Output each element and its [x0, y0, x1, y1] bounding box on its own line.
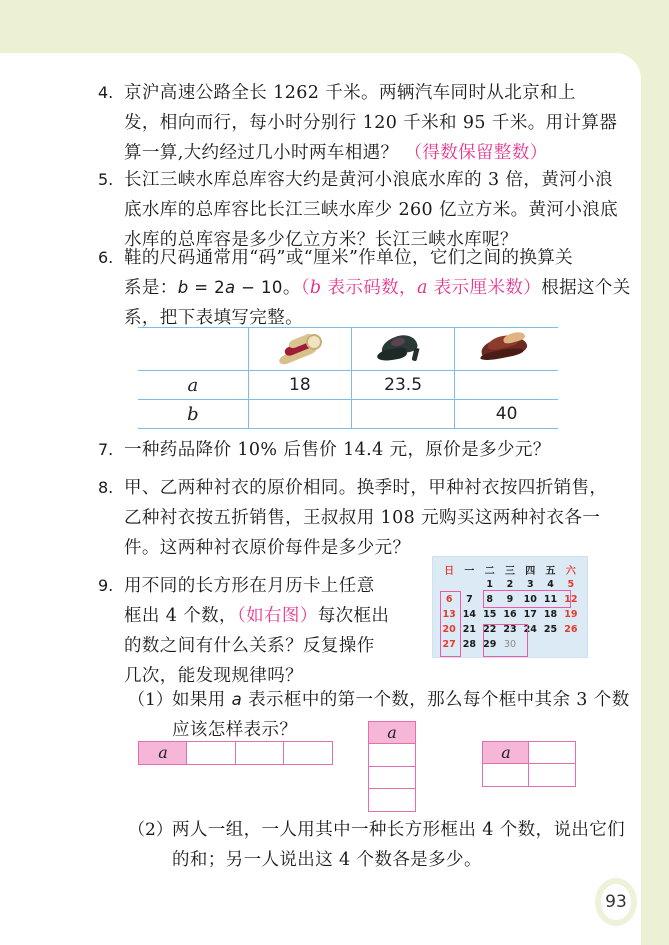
- calendar-day[interactable]: 9: [506, 594, 514, 605]
- calendar-day[interactable]: 5: [567, 579, 575, 590]
- calendar-day[interactable]: 19: [564, 609, 578, 620]
- calendar-week-row: [439, 637, 581, 652]
- calendar-week-row: [439, 622, 581, 637]
- calendar-day[interactable]: 14: [462, 609, 477, 620]
- cell-a-2[interactable]: 23.5: [351, 371, 454, 400]
- problem-text: 一种药品降价 10% 后售价 14.4 元，原价是多少元？: [124, 440, 551, 460]
- calendar-day[interactable]: 4: [547, 579, 554, 590]
- calendar-day[interactable]: 22: [483, 624, 497, 635]
- variable-legend: （b 表示码数，a 表示厘米数）: [300, 278, 542, 298]
- dress-shoe-icon: [455, 328, 558, 371]
- weekday-fri: 五: [545, 566, 556, 577]
- diagram-cell[interactable]: [235, 741, 285, 765]
- hint-text: （如右图）: [236, 606, 318, 626]
- calendar-grid: [439, 562, 581, 652]
- calendar-day[interactable]: 16: [503, 609, 517, 620]
- sub-question-text: 两人一组，一人用其中一种长方形框出 4 个数，说出它们 的和；另一人说出这 4 个数各是多少。: [172, 820, 626, 870]
- calendar-day[interactable]: 24: [523, 624, 537, 635]
- weekday-tue: 二: [484, 566, 495, 577]
- calendar-day[interactable]: 29: [483, 639, 497, 650]
- page-number-badge: [595, 878, 637, 926]
- calendar-day[interactable]: 10: [523, 594, 537, 605]
- calendar-day[interactable]: 27: [442, 639, 456, 650]
- calendar-day[interactable]: 13: [442, 609, 456, 620]
- cell-a-3[interactable]: [455, 371, 558, 400]
- table-row: [138, 400, 558, 429]
- diagram-cell-a[interactable]: a: [482, 741, 530, 765]
- problem-text: 长江三峡水库总库容大约是黄河小浪底水库的 3 倍，黄河小浪 底水库的总库容比长江三峡水库少 260 亿立方米。黄河小浪底 水库的总库容是多少亿立方米？长江三峡水库呢？: [124, 170, 619, 250]
- problem-number: 5.: [98, 170, 114, 189]
- problem-item-9: [98, 571, 418, 691]
- weekday-wed: 三: [504, 566, 515, 577]
- table-row-images: [138, 328, 558, 371]
- calendar-day[interactable]: 26: [564, 624, 578, 635]
- problem-number: 4.: [98, 83, 114, 102]
- calendar-day[interactable]: 6: [445, 594, 453, 605]
- high-heel-shoe-icon: [351, 328, 454, 371]
- problem-item-5: [98, 165, 619, 255]
- cell-b-1[interactable]: [248, 400, 351, 429]
- calendar-day[interactable]: 20: [442, 624, 456, 635]
- weekday-mon: 一: [464, 566, 475, 577]
- problem-number: 6.: [98, 248, 114, 267]
- diagram-cell-a[interactable]: a: [138, 741, 188, 765]
- diagram-cell[interactable]: [482, 763, 530, 787]
- calendar-header-row: [439, 562, 581, 577]
- table-row: [138, 371, 558, 400]
- calendar-day[interactable]: 11: [543, 594, 558, 605]
- problem-text: 用不同的长方形在月历卡上任意 框出 4 个数，（如右图）每次框出 的数之间有什么关系？反复操作 几次，能发现规律吗？: [124, 576, 390, 686]
- cell-b-2[interactable]: [351, 400, 454, 429]
- calendar-day: [561, 637, 581, 652]
- calendar-day[interactable]: 7: [466, 594, 473, 605]
- formula-b-equals: b: [177, 278, 189, 297]
- cell-a-1[interactable]: 18: [248, 371, 351, 400]
- calendar-day: [459, 577, 479, 592]
- cell-b-3[interactable]: 40: [455, 400, 558, 429]
- diagram-square-2x2: [482, 741, 578, 787]
- calendar-day[interactable]: 15: [483, 609, 497, 620]
- calendar-day[interactable]: 21: [462, 624, 477, 635]
- problem-item-4: [98, 78, 618, 168]
- problem-text: 甲、乙两种衬衣的原价相同。换季时，甲种衬衣按四折销售， 乙种衬衣按五折销售，王叔叔用 108 元购买这两种衬衣各一 件。这两种衬衣原价每件是多少元？: [124, 478, 608, 558]
- table-cell-empty: [138, 328, 248, 371]
- calendar-week-row: [439, 577, 581, 592]
- diagram-cell[interactable]: [528, 763, 576, 787]
- calendar-day[interactable]: 2: [506, 579, 514, 590]
- problem-item-8: [98, 473, 608, 563]
- calendar-day[interactable]: 25: [543, 624, 558, 635]
- problem-number: 8.: [98, 478, 114, 497]
- calendar-day: [439, 577, 459, 592]
- sandal-shoe-icon: [248, 328, 351, 371]
- calendar-week-row: [439, 607, 581, 622]
- problem-number: 7.: [98, 440, 114, 459]
- diagram-cell[interactable]: [283, 741, 333, 765]
- calendar-day[interactable]: 1: [486, 579, 494, 590]
- calendar-day[interactable]: 30: [503, 639, 517, 650]
- page-number: 93: [601, 884, 631, 920]
- sub-question-label: （1）: [128, 690, 173, 710]
- problem-text: 京沪高速公路全长 1262 千米。两辆汽车同时从北京和上 发，相向而行，每小时分别行 120 千米和 95 千米。用计算器 算一算,大约经过几小时两车相遇？ （得数保留整数）: [124, 83, 618, 163]
- calendar-day: [520, 637, 540, 652]
- weekday-sat: 六: [565, 566, 576, 577]
- shoe-size-table: [138, 327, 558, 429]
- calendar-day[interactable]: 8: [486, 594, 494, 605]
- diagram-cell[interactable]: [368, 743, 416, 767]
- problem-item-7: [98, 435, 578, 465]
- calendar-day[interactable]: 12: [564, 594, 578, 605]
- problem-item-6: [98, 243, 631, 333]
- calendar-card[interactable]: [432, 556, 588, 658]
- calendar-day[interactable]: 18: [543, 609, 558, 620]
- calendar-day: [540, 637, 560, 652]
- calendar-week-row: [439, 592, 581, 607]
- diagram-vertical-4x1: [368, 721, 416, 812]
- diagram-cell[interactable]: [368, 788, 416, 812]
- diagram-horizontal-1x4: [138, 741, 338, 765]
- problem-number: 9.: [98, 576, 114, 595]
- calendar-day[interactable]: 3: [526, 579, 534, 590]
- weekday-thu: 四: [525, 566, 536, 577]
- calendar-day[interactable]: 17: [523, 609, 537, 620]
- page-content: [0, 53, 641, 945]
- diagram-cell[interactable]: [186, 741, 236, 765]
- sub-question-1: [128, 685, 630, 745]
- row-label-b: b: [138, 400, 248, 429]
- sub-question-text: 如果用 a 表示框中的第一个数，那么每个框中其余 3 个数 应该怎样表示？: [172, 690, 630, 740]
- row-label-a: a: [138, 371, 248, 400]
- sub-question-label: （2）: [128, 820, 173, 840]
- hint-text: （得数保留整数）: [404, 143, 548, 163]
- problem-text: 鞋的尺码通常用“码”或“厘米”作单位，它们之间的换算关 系是：b = 2a − 10。（b 表示码数，a 表示厘米数）根据这个关 系，把下表填写完整。: [124, 248, 631, 328]
- diagram-cell[interactable]: [368, 766, 416, 790]
- calendar-day[interactable]: 28: [462, 639, 477, 650]
- weekday-sun: 日: [444, 566, 455, 577]
- diagram-cell-a[interactable]: a: [368, 721, 416, 745]
- diagram-cell[interactable]: [528, 741, 576, 765]
- calendar-day[interactable]: 23: [503, 624, 517, 635]
- sub-question-2: [128, 815, 626, 875]
